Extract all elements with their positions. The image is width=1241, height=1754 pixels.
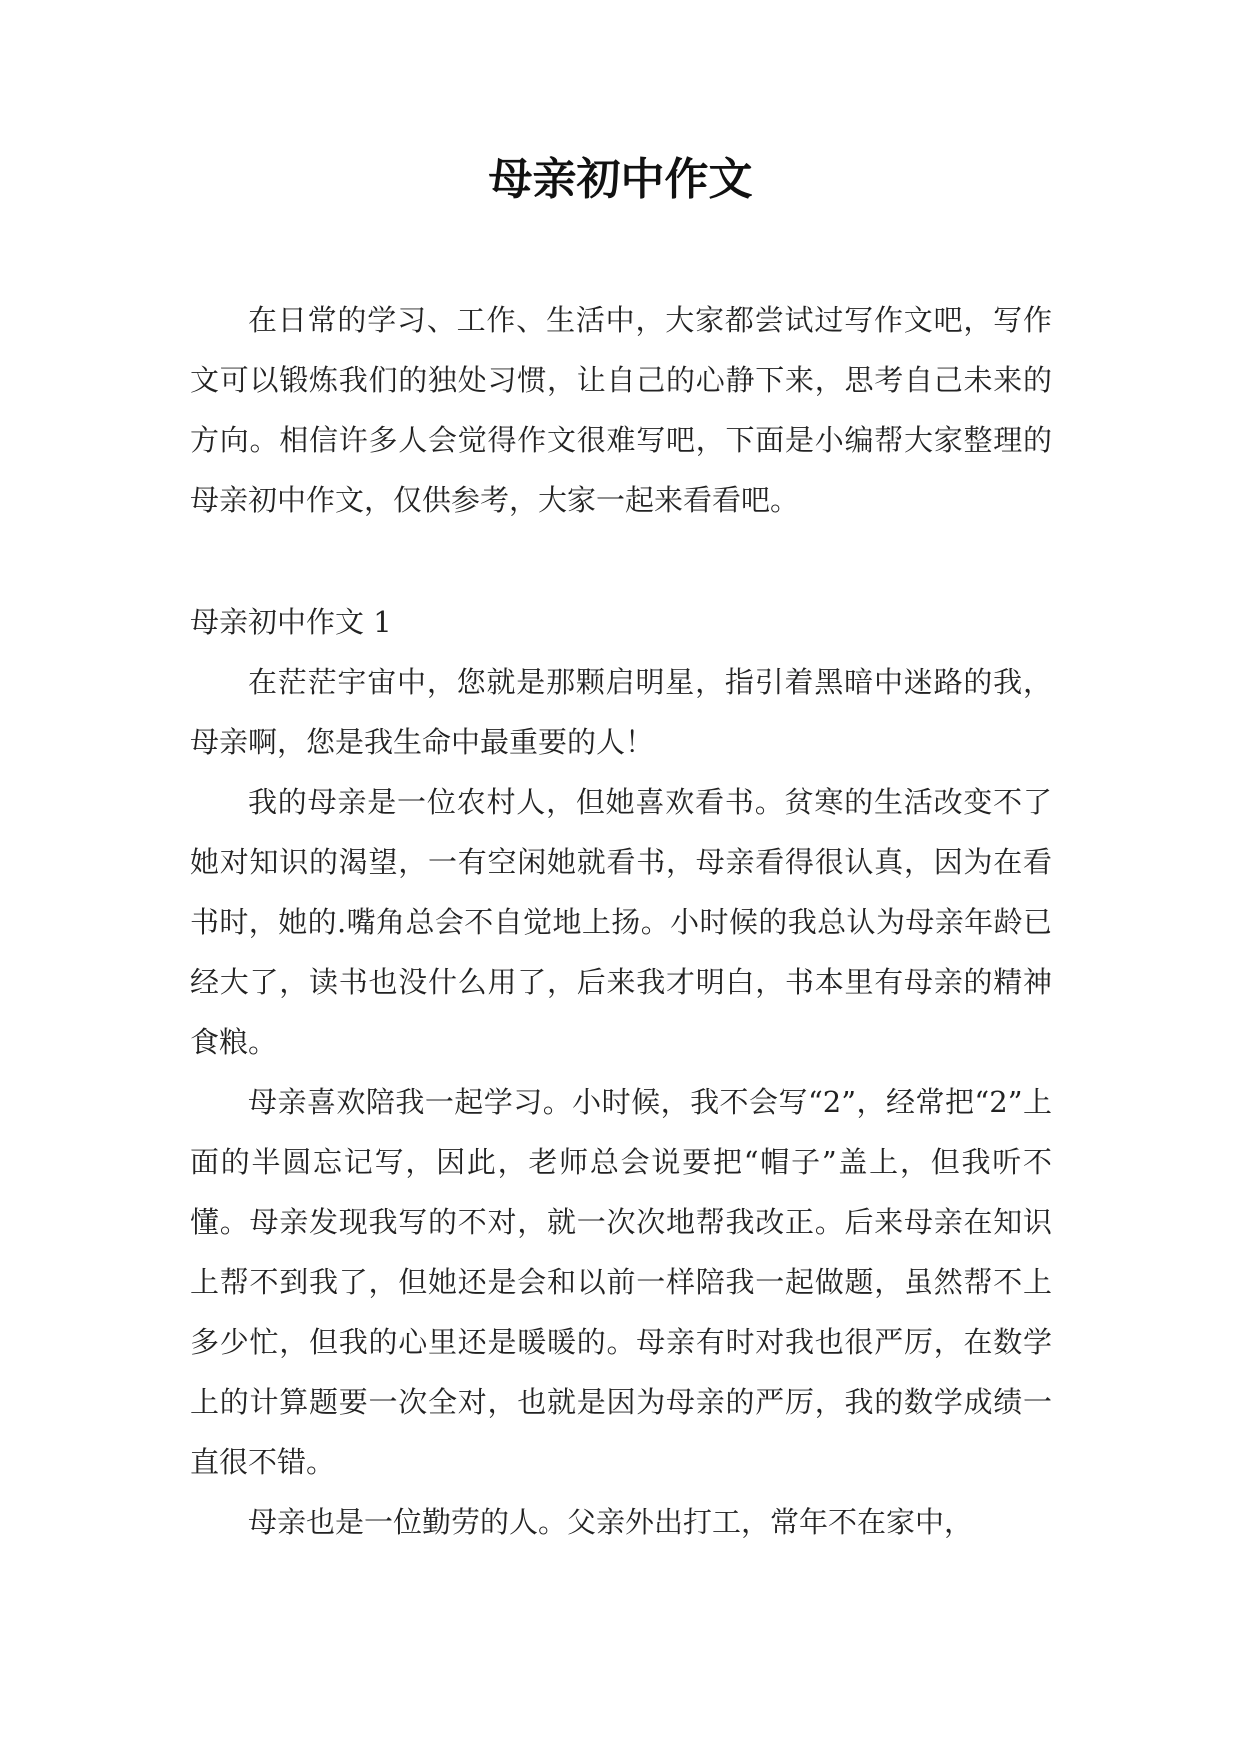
document-title: 母亲初中作文 [488,154,753,205]
body-paragraph: 在茫茫宇宙中，您就是那颗启明星，指引着黑暗中迷路的我，母亲啊，您是我生命中最重要的人！ [190,665,1052,759]
body-paragraph: 母亲也是一位勤劳的人。父亲外出打工，常年不在家中， [248,1505,974,1539]
document-body [190,290,1052,1552]
body-paragraph: 我的母亲是一位农村人，但她喜欢看书。贫寒的生活改变不了她对知识的渴望，一有空闲她就看书，母亲看得很认真，因为在看书时，她的.嘴角总会不自觉地上扬。小时候的我总认为母亲年龄已经大了，读书也没什么用了，后来我才明白，书本里有母亲的精神食粮。 [190,785,1052,1059]
intro-paragraph: 在日常的学习、工作、生活中，大家都尝试过写作文吧，写作文可以锻炼我们的独处习惯，让自己的心静下来，思考自己未来的方向。相信许多人会觉得作文很难写吧，下面是小编帮大家整理的母亲初中作文，仅供参考，大家一起来看看吧。 [190,303,1052,517]
body-paragraph: 母亲喜欢陪我一起学习。小时候，我不会写“2”，经常把“2”上面的半圆忘记写，因此，老师总会说要把“帽子”盖上，但我听不懂。母亲发现我写的不对，就一次次地帮我改正。后来母亲在知识上帮不到我了，但她还是会和以前一样陪我一起做题，虽然帮不上多少忙，但我的心里还是暖暖的。母亲有时对我也很严厉，在数学上的计算题要一次全对，也就是因为母亲的严厉，我的数学成绩一直很不错。 [190,1085,1052,1479]
section-heading: 母亲初中作文 1 [190,605,392,639]
